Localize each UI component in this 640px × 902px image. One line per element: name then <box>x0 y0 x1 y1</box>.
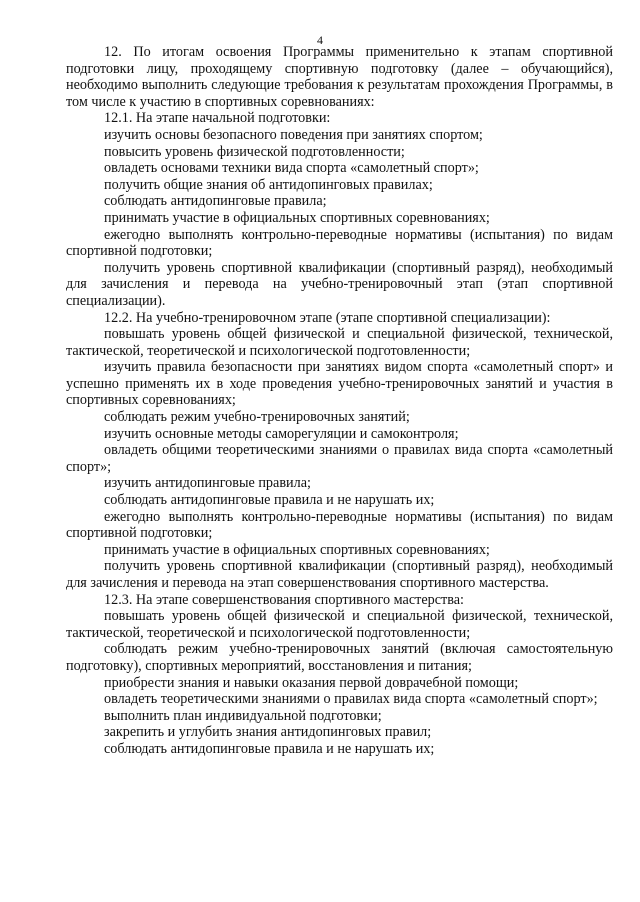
list-item: соблюдать режим учебно-тренировочных занятий (включая самостоятельную подготовку), спортивных мероприятий, восстановления и питания; <box>66 641 613 674</box>
list-item: получить уровень спортивной квалификации (спортивный разряд), необходимый для зачисления и перевода на этап совершенствования спортивного мастерства. <box>66 558 613 591</box>
document-body <box>66 44 613 758</box>
list-item: изучить основные методы саморегуляции и самоконтроля; <box>104 425 459 442</box>
list-item: ежегодно выполнять контрольно-переводные нормативы (испытания) по видам спортивной подготовки; <box>66 508 613 542</box>
list-item: принимать участие в официальных спортивных соревнованиях; <box>104 541 490 558</box>
page-number: 4 <box>317 33 323 47</box>
list-item: соблюдать антидопинговые правила; <box>104 193 327 210</box>
list-item: соблюдать режим учебно-тренировочных занятий; <box>104 409 410 426</box>
list-item: ежегодно выполнять контрольно-переводные нормативы (испытания) по видам спортивной подготовки; <box>66 226 613 260</box>
list-item: соблюдать антидопинговые правила и не нарушать их; <box>104 492 435 509</box>
section-heading: 12.3. На этапе совершенствования спортивного мастерства: <box>104 591 464 608</box>
list-item: соблюдать антидопинговые правила и не нарушать их; <box>104 740 435 757</box>
list-item: повысить уровень физической подготовленности; <box>104 143 405 160</box>
list-item: изучить антидопинговые правила; <box>104 475 311 492</box>
list-item: выполнить план индивидуальной подготовки; <box>104 707 382 724</box>
list-item: принимать участие в официальных спортивных соревнованиях; <box>104 209 490 226</box>
list-item: овладеть основами техники вида спорта «самолетный спорт»; <box>104 160 479 177</box>
list-item: закрепить и углубить знания антидопинговых правил; <box>104 724 432 741</box>
list-item: изучить основы безопасного поведения при занятиях спортом; <box>104 126 483 143</box>
list-item: получить уровень спортивной квалификации (спортивный разряд), необходимый для зачисления и перевода на учебно-тренировочный этап (этап спортивной специализации). <box>66 259 613 309</box>
paragraph: 12. По итогам освоения Программы применительно к этапам спортивной подготовки лицу, проходящему спортивную подготовку (далее – обучающийся), необходимо выполнить следующие требования к результатам прохождения Программы, в том числе к участию в спортивных соревнованиях: <box>66 44 613 110</box>
list-item: овладеть теоретическими знаниями о правилах вида спорта «самолетный спорт»; <box>104 691 598 708</box>
list-item: изучить правила безопасности при занятиях видом спорта «самолетный спорт» и успешно применять их в ходе проведения учебно-тренировочных занятий и участия в спортивных соревнованиях; <box>66 359 613 409</box>
list-item: приобрести знания и навыки оказания первой доврачебной помощи; <box>104 674 519 691</box>
list-item: получить общие знания об антидопинговых правилах; <box>104 176 433 193</box>
section-heading: 12.1. На этапе начальной подготовки: <box>104 110 331 127</box>
section-heading: 12.2. На учебно-тренировочном этапе (этапе спортивной специализации): <box>104 309 551 326</box>
list-item: овладеть общими теоретическими знаниями о правилах вида спорта «самолетный спорт»; <box>66 442 613 475</box>
list-item: повышать уровень общей физической и специальной физической, технической, тактической, теоретической и психологической подготовленности; <box>66 326 613 359</box>
list-item: повышать уровень общей физической и специальной физической, технической, тактической, теоретической и психологической подготовленности; <box>66 608 613 641</box>
